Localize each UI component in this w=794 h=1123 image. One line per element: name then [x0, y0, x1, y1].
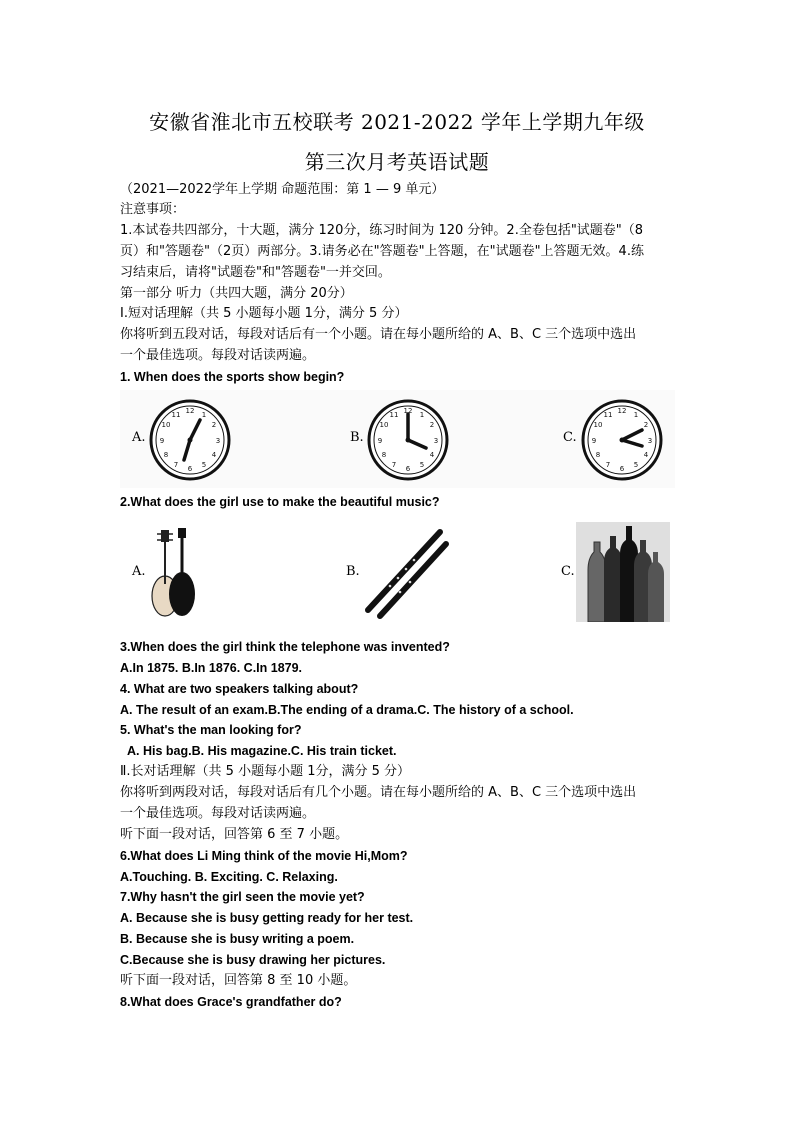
svg-text:9: 9 [159, 437, 165, 445]
svg-text:4: 4 [211, 451, 217, 459]
question-5-options: A. His bag.B. His magazine.C. His train ticket. [127, 744, 397, 758]
svg-text:10: 10 [593, 421, 603, 429]
svg-text:11: 11 [603, 411, 613, 419]
question-1: 1. When does the sports show begin? [120, 370, 345, 384]
exam-title-line1: 安徽省淮北市五校联考 2021-2022 学年上学期九年级 [149, 110, 645, 134]
notice-line: 页）和"答题卷"（2页）两部分。3.请务必在"答题卷"上答题，在"试题卷"上答题无效。4.练 [120, 244, 644, 259]
q2-picture-strip [120, 518, 675, 624]
svg-text:7: 7 [391, 461, 397, 469]
svg-text:9: 9 [377, 437, 383, 445]
option-b-label: B. [350, 430, 364, 445]
svg-text:1: 1 [419, 411, 425, 419]
dialog-instruction: 听下面一段对话，回答第 6 至 7 小题。 [120, 827, 349, 842]
clock-c-icon [580, 398, 664, 482]
option-c-label: C. [563, 430, 577, 445]
pipa-icon [148, 524, 200, 620]
svg-text:3: 3 [433, 437, 439, 445]
svg-text:12: 12 [185, 407, 195, 415]
svg-text:1: 1 [633, 411, 639, 419]
svg-text:5: 5 [633, 461, 639, 469]
section2-heading: Ⅱ.长对话理解（共 5 小题每小题 1分，满分 5 分） [120, 764, 411, 779]
scope-line: （2021—2022学年上学期 命题范围：第 1 — 9 单元） [120, 182, 445, 197]
svg-text:8: 8 [163, 451, 169, 459]
svg-text:11: 11 [389, 411, 399, 419]
svg-text:7: 7 [173, 461, 179, 469]
question-4: 4. What are two speakers talking about? [120, 682, 359, 696]
svg-text:2: 2 [429, 421, 435, 429]
part1-heading: 第一部分 听力（共四大题，满分 20分） [120, 286, 353, 301]
question-6-options: A.Touching. B. Exciting. C. Relaxing. [120, 870, 338, 884]
question-3-options: A.In 1875. B.In 1876. C.In 1879. [120, 661, 303, 675]
bottles-icon [576, 522, 670, 622]
svg-text:3: 3 [215, 437, 221, 445]
option-b-label: B. [346, 564, 360, 579]
flute-icon [360, 524, 450, 620]
exam-title-line2: 第三次月考英语试题 [304, 150, 490, 174]
section1-instruction: 你将听到五段对话，每段对话后有一个小题。请在每小题所给的 A、B、C 三个选项中选出 [120, 327, 637, 342]
svg-text:5: 5 [201, 461, 207, 469]
svg-text:2: 2 [211, 421, 217, 429]
svg-text:11: 11 [171, 411, 181, 419]
svg-text:12: 12 [617, 407, 627, 415]
svg-text:1: 1 [201, 411, 207, 419]
notice-line: 习结束后，请将"试题卷"和"答题卷"一并交回。 [120, 265, 391, 280]
svg-text:10: 10 [379, 421, 389, 429]
question-2: 2.What does the girl use to make the beautiful music? [120, 495, 440, 509]
question-7-option-b: B. Because she is busy writing a poem. [120, 932, 355, 946]
option-a-label: A. [132, 564, 146, 579]
clock-a-icon [148, 398, 232, 482]
option-a-label: A. [132, 430, 146, 445]
question-7-option-a: A. Because she is busy getting ready for her test. [120, 911, 414, 925]
svg-text:4: 4 [429, 451, 435, 459]
question-7: 7.Why hasn't the girl seen the movie yet? [120, 890, 365, 904]
question-6: 6.What does Li Ming think of the movie Hi,Mom? [120, 849, 408, 863]
notice-heading: 注意事项： [120, 202, 186, 217]
svg-text:3: 3 [647, 437, 653, 445]
section2-instruction: 一个最佳选项。每段对话读两遍。 [120, 806, 316, 821]
question-5: 5. What's the man looking for? [120, 723, 302, 737]
svg-text:10: 10 [161, 421, 171, 429]
svg-text:6: 6 [619, 465, 625, 473]
svg-text:7: 7 [605, 461, 611, 469]
svg-text:12: 12 [403, 407, 413, 415]
svg-text:4: 4 [643, 451, 649, 459]
svg-text:8: 8 [381, 451, 387, 459]
question-8: 8.What does Grace's grandfather do? [120, 995, 342, 1009]
section2-instruction: 你将听到两段对话，每段对话后有几个小题。请在每小题所给的 A、B、C 三个选项中选出 [120, 785, 637, 800]
svg-text:6: 6 [405, 465, 411, 473]
question-7-option-c: C.Because she is busy drawing her pictures. [120, 953, 386, 967]
section1-heading: Ⅰ.短对话理解（共 5 小题每小题 1分，满分 5 分） [120, 306, 408, 321]
svg-text:9: 9 [591, 437, 597, 445]
question-4-options: A. The result of an exam.B.The ending of a drama.C. The history of a school. [120, 703, 574, 717]
option-c-label: C. [561, 564, 575, 579]
svg-text:5: 5 [419, 461, 425, 469]
svg-text:2: 2 [643, 421, 649, 429]
svg-text:8: 8 [595, 451, 601, 459]
section1-instruction: 一个最佳选项。每段对话读两遍。 [120, 348, 316, 363]
clock-b-icon [366, 398, 450, 482]
question-3: 3.When does the girl think the telephone was invented? [120, 640, 450, 654]
dialog-instruction: 听下面一段对话，回答第 8 至 10 小题。 [120, 973, 357, 988]
svg-text:6: 6 [187, 465, 193, 473]
notice-line: 1.本试卷共四部分，十大题，满分 120分，练习时间为 120 分钟。2.全卷包括"试题卷"（8 [120, 223, 644, 238]
q1-picture-strip [120, 390, 675, 488]
